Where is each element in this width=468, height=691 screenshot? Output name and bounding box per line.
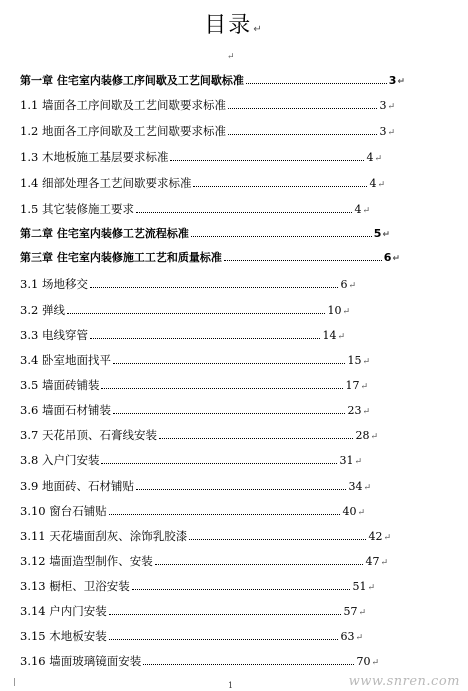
toc-entry-label: 1.1 墙面各工序间歇及工艺间歇要求标准 — [20, 98, 226, 112]
toc-entry-label: 3.6 墙面石材铺装 — [20, 403, 111, 417]
toc-section-entry[interactable] — [20, 301, 350, 319]
toc-entry-label: 3.2 弹线 — [20, 303, 65, 317]
dot-leader — [136, 488, 347, 490]
toc-entry-page: 23 — [347, 404, 362, 417]
toc-entry-page: 4 — [366, 151, 374, 164]
toc-section-entry[interactable] — [20, 401, 370, 419]
toc-entry-page: 4 — [354, 203, 362, 216]
return-mark: ↵ — [348, 281, 356, 291]
return-mark: ↵ — [387, 128, 395, 138]
return-mark: ↵ — [337, 332, 345, 342]
toc-entry-label: 1.2 地面各工序间歇及工艺间歇要求标准 — [20, 124, 226, 138]
toc-entry-label: 3.1 场地移交 — [20, 277, 88, 291]
toc-section-entry[interactable] — [20, 96, 395, 114]
dot-leader — [101, 462, 337, 464]
toc-entry-page: 15 — [347, 354, 362, 367]
toc-section-entry[interactable] — [20, 527, 391, 545]
dot-leader — [228, 133, 378, 135]
toc-section-entry[interactable] — [20, 602, 366, 620]
return-mark: ↵ — [362, 357, 370, 367]
toc-title — [0, 8, 468, 39]
toc-entry-label: 第一章 住宅室内装修工序间歇及工艺间歇标准 — [20, 74, 244, 87]
dot-leader — [101, 387, 343, 389]
return-mark: ↵ — [370, 432, 378, 442]
toc-entry-page: 6 — [383, 251, 392, 264]
toc-entry-label: 3.8 入户门安装 — [20, 453, 100, 467]
return-mark: ↵ — [374, 154, 382, 164]
toc-entry-label: 1.4 细部处理各工艺间歇要求标准 — [20, 176, 192, 190]
toc-entry-label: 3.11 天花墙面刮灰、涂饰乳胶漆 — [20, 529, 188, 543]
dot-leader — [136, 211, 353, 213]
toc-entry-label: 3.15 木地板安装 — [20, 629, 107, 643]
return-mark: ↵ — [363, 483, 371, 493]
return-mark: ↵ — [357, 508, 365, 518]
dot-leader — [155, 563, 364, 565]
toc-section-entry[interactable] — [20, 627, 363, 645]
dot-leader — [189, 538, 366, 540]
toc-entry-page: 28 — [355, 429, 370, 442]
toc-entry-page: 57 — [343, 605, 358, 618]
toc-section-entry[interactable] — [20, 174, 385, 192]
return-mark: ↵ — [253, 24, 264, 35]
return-mark: ↵ — [354, 457, 362, 467]
toc-entry-label: 第二章 住宅室内装修工艺流程标准 — [20, 227, 189, 240]
toc-entry-label: 3.13 橱柜、卫浴安装 — [20, 579, 130, 593]
toc-entry-page: 42 — [368, 530, 383, 543]
toc-section-entry[interactable] — [20, 326, 345, 344]
toc-entry-label: 3.7 天花吊顶、石膏线安装 — [20, 428, 157, 442]
toc-section-entry[interactable] — [20, 275, 356, 293]
dot-leader — [191, 235, 372, 237]
dot-leader — [90, 286, 339, 288]
dot-leader — [228, 107, 378, 109]
toc-entry-label: 3.9 地面砖、石材铺贴 — [20, 479, 134, 493]
toc-section-entry[interactable] — [20, 552, 388, 570]
toc-entry-page: 3 — [379, 99, 387, 112]
toc-entry-label: 1.3 木地板施工基层要求标准 — [20, 150, 169, 164]
dot-leader — [170, 159, 364, 161]
dot-leader — [113, 362, 346, 364]
dot-leader — [90, 337, 321, 339]
toc-entry-page: 6 — [340, 278, 348, 291]
toc-entry-page: 3 — [388, 74, 397, 87]
return-mark: ↵ — [377, 180, 385, 190]
toc-entry-label: 3.5 墙面砖铺装 — [20, 378, 100, 392]
toc-chapter-entry[interactable] — [20, 225, 390, 243]
toc-entry-label: 第三章 住宅室内装修施工工艺和质量标准 — [20, 251, 222, 264]
toc-entry-page: 51 — [352, 580, 367, 593]
toc-section-entry[interactable] — [20, 652, 379, 670]
toc-entry-page: 4 — [369, 177, 377, 190]
return-mark: ↵ — [362, 407, 370, 417]
return-mark: ↵ — [362, 206, 370, 216]
toc-section-entry[interactable] — [20, 351, 370, 369]
return-mark: ↵ — [367, 583, 375, 593]
toc-entry-page: 17 — [345, 379, 360, 392]
dot-leader — [193, 185, 367, 187]
toc-entry-page: 14 — [322, 329, 337, 342]
toc-section-entry[interactable] — [20, 451, 362, 469]
toc-entry-label: 3.16 墙面玻璃镜面安装 — [20, 654, 142, 668]
toc-entry-page: 47 — [365, 555, 380, 568]
return-mark: ↵ — [382, 230, 390, 240]
toc-entry-page: 34 — [348, 480, 363, 493]
toc-entry-page: 40 — [342, 505, 357, 518]
toc-section-entry[interactable] — [20, 148, 382, 166]
page-number: 1 — [228, 681, 234, 690]
toc-entry-label: 3.3 电线穿管 — [20, 328, 88, 342]
toc-chapter-entry[interactable] — [20, 72, 405, 90]
toc-section-entry[interactable] — [20, 376, 368, 394]
return-mark: ↵ — [342, 307, 350, 317]
dot-leader — [109, 513, 341, 515]
toc-section-entry[interactable] — [20, 426, 378, 444]
return-mark: ↵ — [358, 608, 366, 618]
watermark: www.snren.com — [348, 674, 460, 689]
toc-entry-page: 10 — [327, 304, 342, 317]
dot-leader — [224, 259, 382, 261]
toc-entry-page: 31 — [339, 454, 354, 467]
toc-entry-label: 3.4 卧室地面找平 — [20, 353, 111, 367]
toc-entry-label: 3.12 墙面造型制作、安装 — [20, 554, 153, 568]
toc-section-entry[interactable] — [20, 477, 371, 495]
toc-entry-page: 63 — [340, 630, 355, 643]
return-mark: ↵ — [371, 658, 379, 668]
toc-entry-label: 3.10 窗台石铺贴 — [20, 504, 107, 518]
return-mark: ↵ — [360, 382, 368, 392]
toc-section-entry[interactable] — [20, 122, 395, 140]
dot-leader — [159, 437, 354, 439]
toc-section-entry[interactable] — [20, 502, 365, 520]
toc-entry-label: 1.5 其它装修施工要求 — [20, 202, 134, 216]
dot-leader — [109, 638, 339, 640]
empty-line-mark: ↵ — [227, 52, 235, 62]
return-mark: ↵ — [397, 77, 405, 87]
return-mark: ↵ — [392, 254, 400, 264]
toc-chapter-entry[interactable] — [20, 249, 400, 267]
toc-entry-page: 70 — [356, 655, 371, 668]
toc-title-text: 目录 — [204, 13, 253, 38]
page-corner-mark — [6, 678, 15, 686]
return-mark: ↵ — [380, 558, 388, 568]
dot-leader — [113, 412, 346, 414]
toc-section-entry[interactable] — [20, 200, 370, 218]
return-mark: ↵ — [387, 102, 395, 112]
dot-leader — [143, 663, 354, 665]
return-mark: ↵ — [383, 533, 391, 543]
dot-leader — [246, 82, 387, 84]
toc-entry-page: 5 — [373, 227, 382, 240]
dot-leader — [67, 312, 326, 314]
toc-entry-page: 3 — [379, 125, 387, 138]
dot-leader — [109, 613, 342, 615]
toc-entry-label: 3.14 户内门安装 — [20, 604, 107, 618]
return-mark: ↵ — [355, 633, 363, 643]
dot-leader — [132, 588, 351, 590]
toc-section-entry[interactable] — [20, 577, 375, 595]
